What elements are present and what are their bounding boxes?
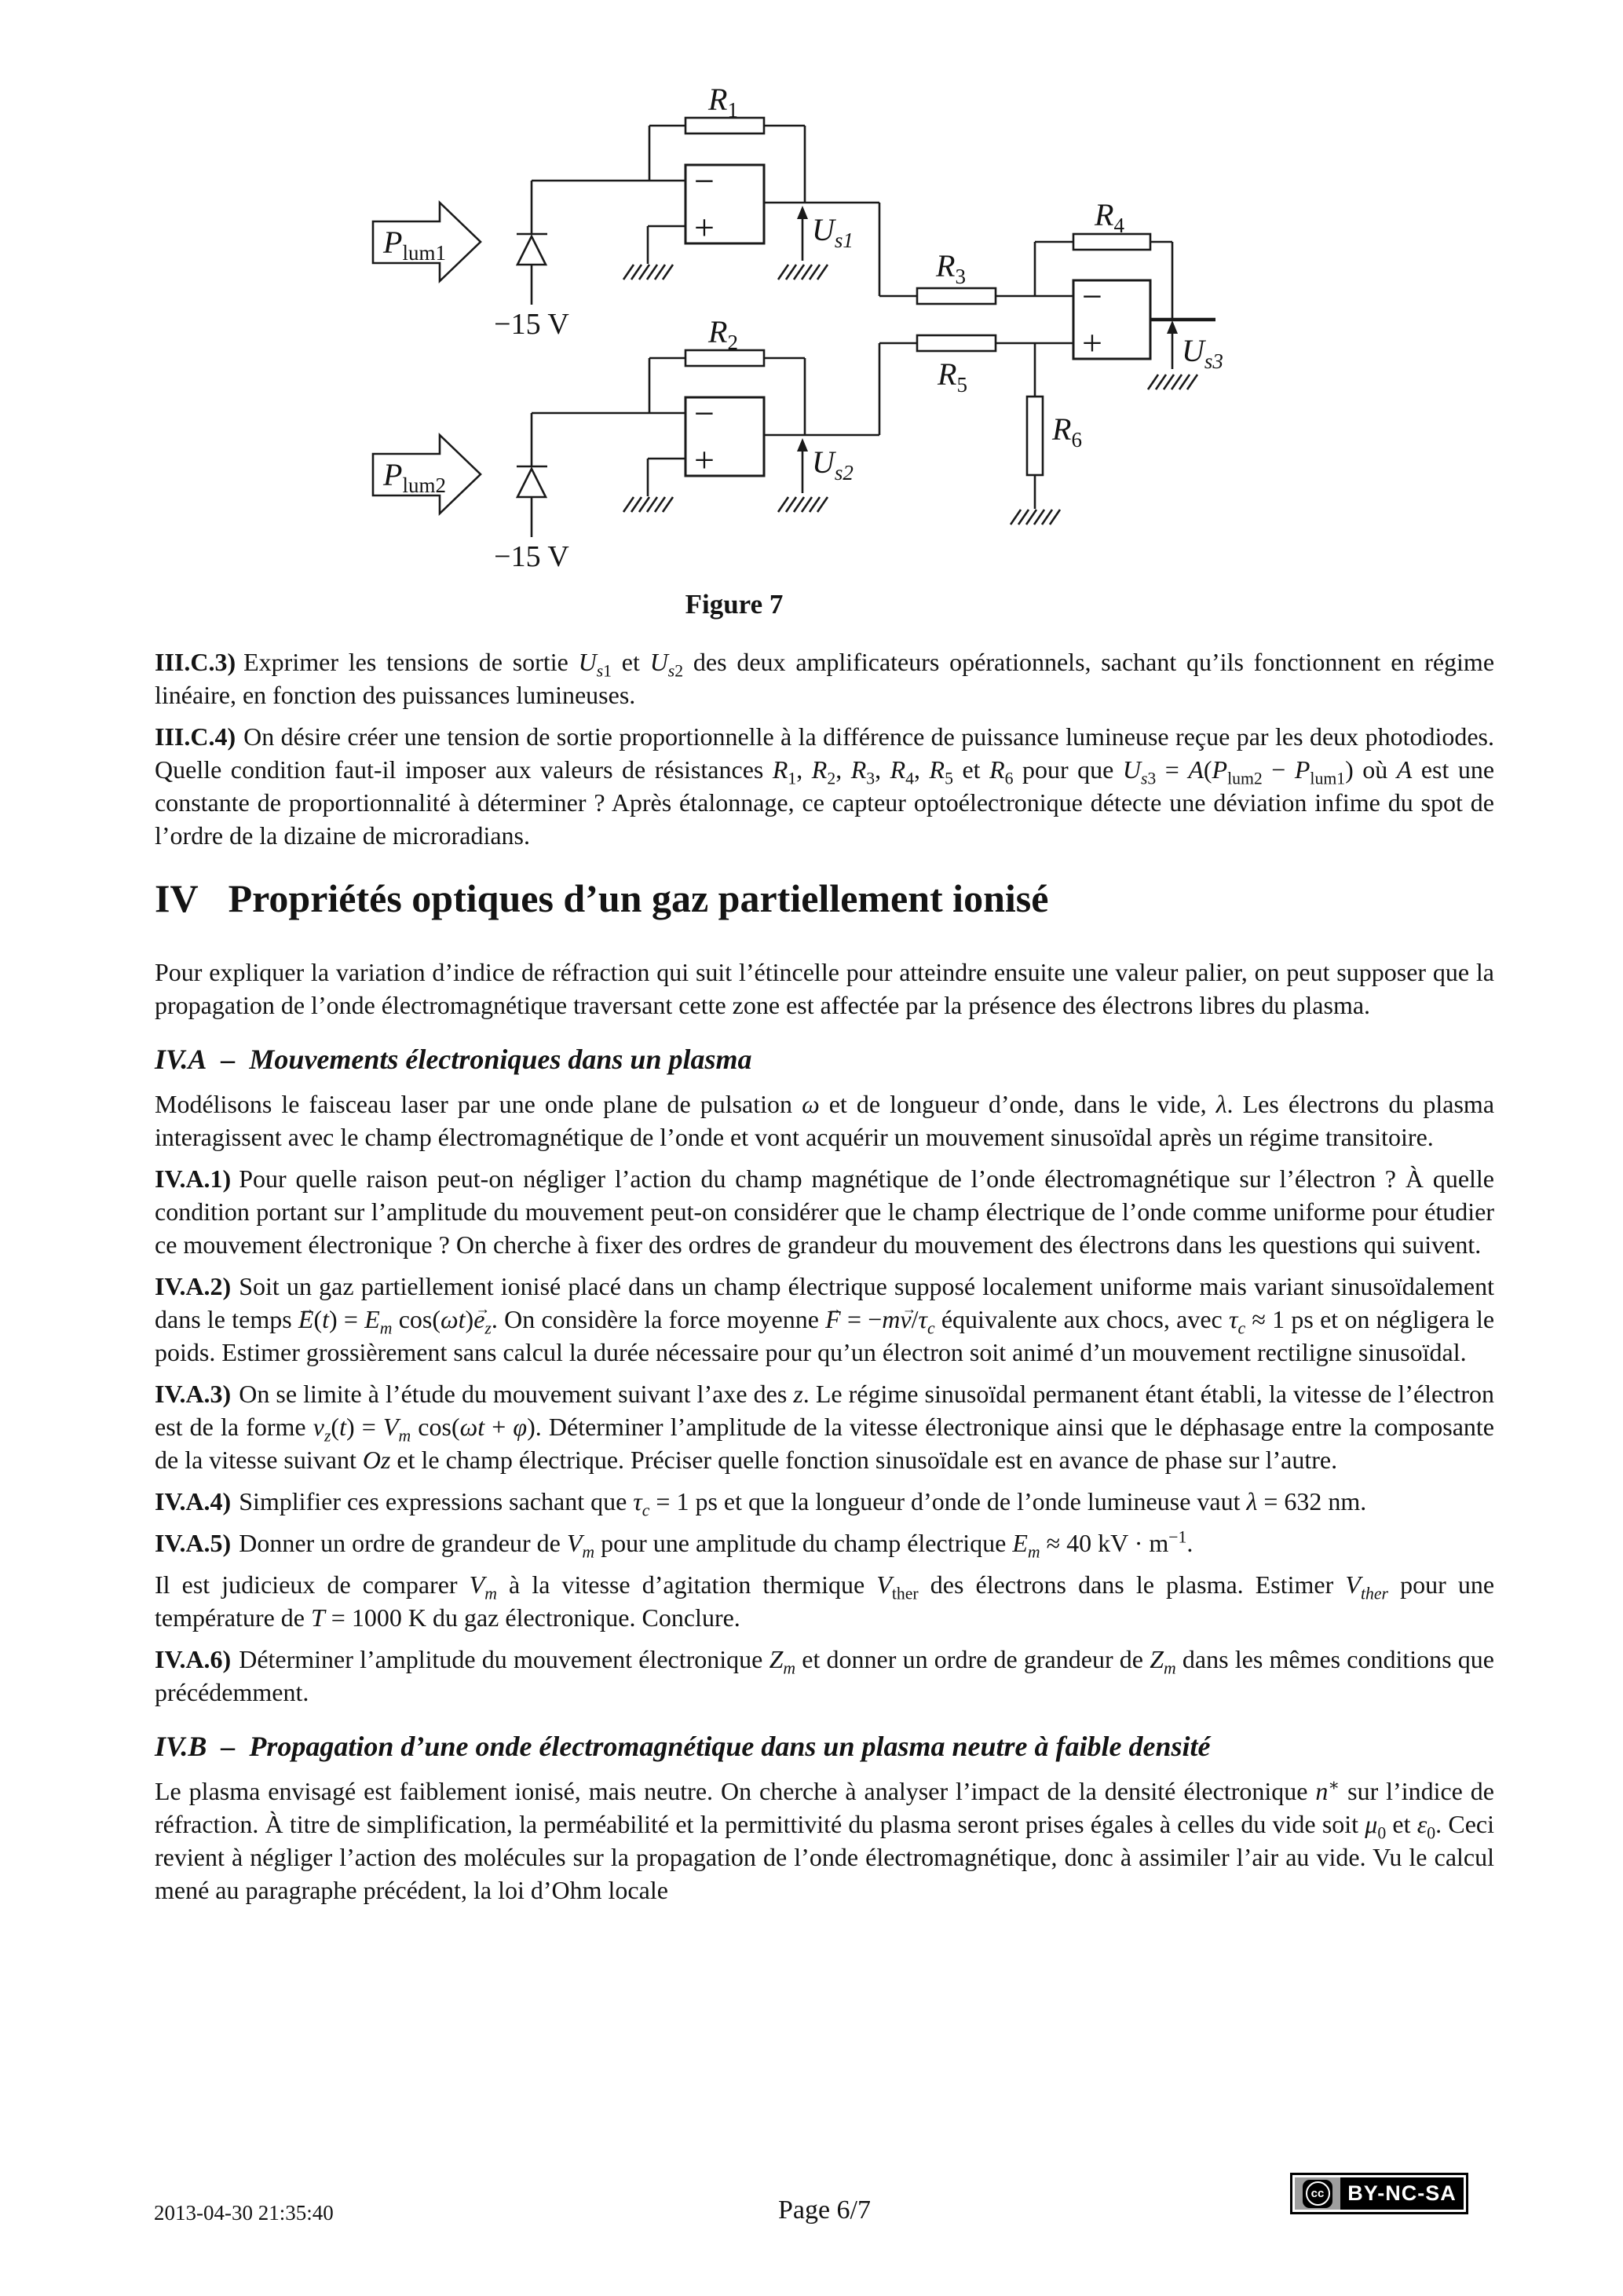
us2-arrow <box>797 438 808 493</box>
license-text: BY-NC-SA <box>1340 2177 1464 2210</box>
paragraph-text: Modélisons le faisceau laser par une onde plane de pulsation ω et de longueur d’onde, dans le vide, λ. Les électrons du plasma interagissent avec le champ électromagnétique de l’onde et vont acquérir un mouvement sinusoïdal après un régime transitoire. <box>155 1090 1495 1151</box>
op-amp-1-plus: + <box>694 207 715 247</box>
question-label: III.C.3) <box>155 648 236 676</box>
subsection-title: Mouvements électroniques dans un plasma <box>249 1044 752 1075</box>
r3-label: $R_3$ <box>936 248 966 288</box>
op-amp-1-minus: − <box>694 161 715 201</box>
paragraph <box>155 1775 1494 1907</box>
paragraph <box>155 1088 1494 1153</box>
question-label: IV.A.3) <box>155 1380 232 1408</box>
question-paragraph <box>155 1643 1494 1709</box>
paragraph-text: Pour quelle raison peut-on négliger l’action du champ magnétique de l’onde électromagnétique sur l’électron ? À quelle condition portant sur l’amplitude du mouvement peut-on considérer que le champ électrique de l’onde comme uniforme pour étudier ce mouvement électronique ? On cherche à fixer des ordres de grandeur du mouvement des électrons dans les questions qui suivent. <box>155 1164 1494 1259</box>
footer-page-number: Page 6/7 <box>777 2195 872 2225</box>
r1-label: $R_1$ <box>708 82 738 122</box>
ground-icon <box>623 497 673 512</box>
paragraph <box>155 956 1494 1022</box>
section-number: IV <box>155 876 199 920</box>
question-label: III.C.4) <box>155 722 236 751</box>
section-heading <box>155 876 1494 921</box>
op-amp-3-plus: + <box>1082 323 1102 363</box>
op-amp-2-plus: + <box>694 440 715 480</box>
supply-voltage-2-label: −15 V <box>494 540 569 573</box>
resistor-r4 <box>1073 234 1150 250</box>
cc-icon <box>1303 2180 1332 2208</box>
license-badge <box>1290 2173 1468 2214</box>
question-label: IV.A.4) <box>155 1487 232 1515</box>
plum1-label: $P_{lum1}$ <box>383 225 446 265</box>
paragraph-text: Simplifier ces expressions sachant que $\tau_c = 1$ ps et que la longueur d’onde de l’onde lumineuse vaut λ = 632 nm. <box>239 1487 1367 1520</box>
question-label: IV.A.1) <box>155 1164 232 1193</box>
question-label: IV.A.2) <box>155 1272 232 1300</box>
r2-label: $R_2$ <box>708 314 738 354</box>
cc-icon-letters: cc <box>1306 2181 1330 2206</box>
paragraph-text: Exprimer les tensions de sortie $U_{s1}$ et $U_{s2}$ des deux amplificateurs opérationnels, sachant qu’ils fonctionnent en régime linéaire, en fonction des puissances lumineuses. <box>155 648 1495 709</box>
paragraph-text: Donner un ordre de grandeur de $V_m$ pour une amplitude du champ électrique $E_m \approx 40$ kV · $m^{-1}$. <box>239 1527 1193 1562</box>
subsection-dash: – <box>221 1731 236 1762</box>
r5-label: $R_5$ <box>938 356 967 397</box>
license-badge-frame <box>1292 2175 1466 2212</box>
question-paragraph <box>155 1377 1494 1476</box>
paragraph <box>155 1568 1494 1634</box>
question-paragraph <box>155 1485 1494 1518</box>
op-amp-3-minus: − <box>1082 276 1102 316</box>
question-paragraph <box>155 1162 1494 1261</box>
paragraph-text: On se limite à l’étude du mouvement suivant l’axe des z. Le régime sinusoïdal permanent étant établi, la vitesse de l’électron est de la forme $v_z(t) = V_m$ cos(ωt + φ). Déterminer l’amplitude de la vitesse électronique ainsi que le déphasage entre la composante de la vitesse suivant Oz et le champ électrique. Préciser quelle fonction sinusoïdale est en avance de phase sur l’autre. <box>155 1380 1495 1474</box>
ground-icon <box>778 497 828 512</box>
resistor-r5 <box>917 335 996 351</box>
ground-icon <box>1148 375 1197 389</box>
question-label: IV.A.6) <box>155 1645 232 1673</box>
photodiode-1-icon <box>517 236 546 265</box>
subsection-title: Propagation d’une onde électromagnétique dans un plasma neutre à faible densité <box>249 1731 1211 1762</box>
us1-label: $U_{s1}$ <box>812 212 854 252</box>
figure-caption: Figure 7 <box>685 589 784 620</box>
question-paragraph <box>155 1526 1494 1562</box>
paragraph-text: Le plasma envisagé est faiblement ionisé, mais neutre. On cherche à analyser l’impact de la densité électronique n∗ sur l’indice de réfraction. À titre de simplification, la perméabilité et la permittivité du plasma seront prises égales à celles du vide soit $\mu_0$ et $\varepsilon_0$. Ceci revient à négliger l’action des molécules sur la propagation de l’onde électromagnétique, donc à assimiler l’air au vide. Vu le calcul mené au paragraphe précédent, la loi d’Ohm locale <box>155 1775 1495 1904</box>
subsection-heading <box>155 1727 1494 1765</box>
subsection-heading <box>155 1040 1494 1078</box>
question-paragraph <box>155 1270 1494 1369</box>
cc-logo-cell <box>1295 2177 1340 2210</box>
ground-icon <box>623 265 673 280</box>
subsection-number: IV.B <box>155 1731 207 1762</box>
resistor-r2 <box>685 350 764 366</box>
ground-icon <box>778 265 828 280</box>
resistor-r1 <box>685 118 764 133</box>
us2-label: $U_{s2}$ <box>812 444 854 484</box>
resistor-r6 <box>1027 397 1043 475</box>
subsection-number: IV.A <box>155 1044 207 1075</box>
question-paragraph <box>155 645 1494 711</box>
op-amp-2-minus: − <box>694 393 715 433</box>
paragraph-text: Déterminer l’amplitude du mouvement électronique $Z_m$ et donner un ordre de grandeur de $Z_m$ dans les mêmes conditions que précédemment. <box>155 1645 1495 1706</box>
us1-arrow <box>797 206 808 261</box>
subsection-dash: – <box>221 1044 236 1075</box>
figure-7-circuit <box>0 0 1623 589</box>
paragraph-text: Il est judicieux de comparer $V_m$ à la vitesse d’agitation thermique $V_{ther}$ des électrons dans le plasma. Estimer $V_{ther}$ pour une température de T = 1000 K du gaz électronique. Conclure. <box>155 1570 1495 1632</box>
question-label: IV.A.5) <box>155 1529 232 1557</box>
document-body <box>155 645 1494 1915</box>
us3-label: $U_{s3}$ <box>1182 333 1223 373</box>
question-paragraph <box>155 720 1494 852</box>
paragraph-text: On désire créer une tension de sortie proportionnelle à la différence de puissance lumineuse reçue par les deux photodiodes. Quelle condition faut-il imposer aux valeurs de résistances $R_1$, $R_2$, $R_3$, $R_4$, $R_5$ et $R_6$ pour que $U_{s3} = A(P_{lum2} - P_{lum1})$ où A est une constante de proportionnalité à déterminer ? Après étalonnage, ce capteur optoélectronique détecte une déviation infime du spot de l’ordre de la dizaine de microradians. <box>155 722 1495 850</box>
r6-label: $R_6$ <box>1052 411 1082 452</box>
ground-icon <box>1011 510 1060 525</box>
footer-timestamp: 2013-04-30 21:35:40 <box>154 2201 334 2225</box>
paragraph-text: Soit un gaz partiellement ionisé placé dans un champ électrique supposé localement uniforme mais variant sinusoïdalement dans le temps $E \to(t) = E_m$ $\cos(\omega t)e \to_z$. On considère la force moyenne F → = $-mv \to/\tau_c$ équivalente aux chocs, avec $\tau_c \approx 1$ ps et on négligera le poids. Estimer grossièrement sans calcul la durée nécessaire pour qu’un électron soit animé d’un mouvement rectiligne sinusoïdal. <box>155 1272 1494 1366</box>
plum2-label: $P_{lum2}$ <box>383 457 446 497</box>
resistor-r3 <box>917 288 996 304</box>
section-title: Propriétés optiques d’un gaz partiellement ionisé <box>228 876 1049 920</box>
supply-voltage-1-label: −15 V <box>494 308 569 341</box>
photodiode-2-icon <box>517 469 546 497</box>
us3-arrow <box>1167 320 1178 369</box>
r4-label: $R_4$ <box>1095 197 1124 237</box>
paragraph-text: Pour expliquer la variation d’indice de réfraction qui suit l’étincelle pour atteindre ensuite une valeur palier, on peut supposer que la propagation de l’onde électromagnétique traversant cette zone est affectée par la présence des électrons libres du plasma. <box>155 958 1494 1019</box>
